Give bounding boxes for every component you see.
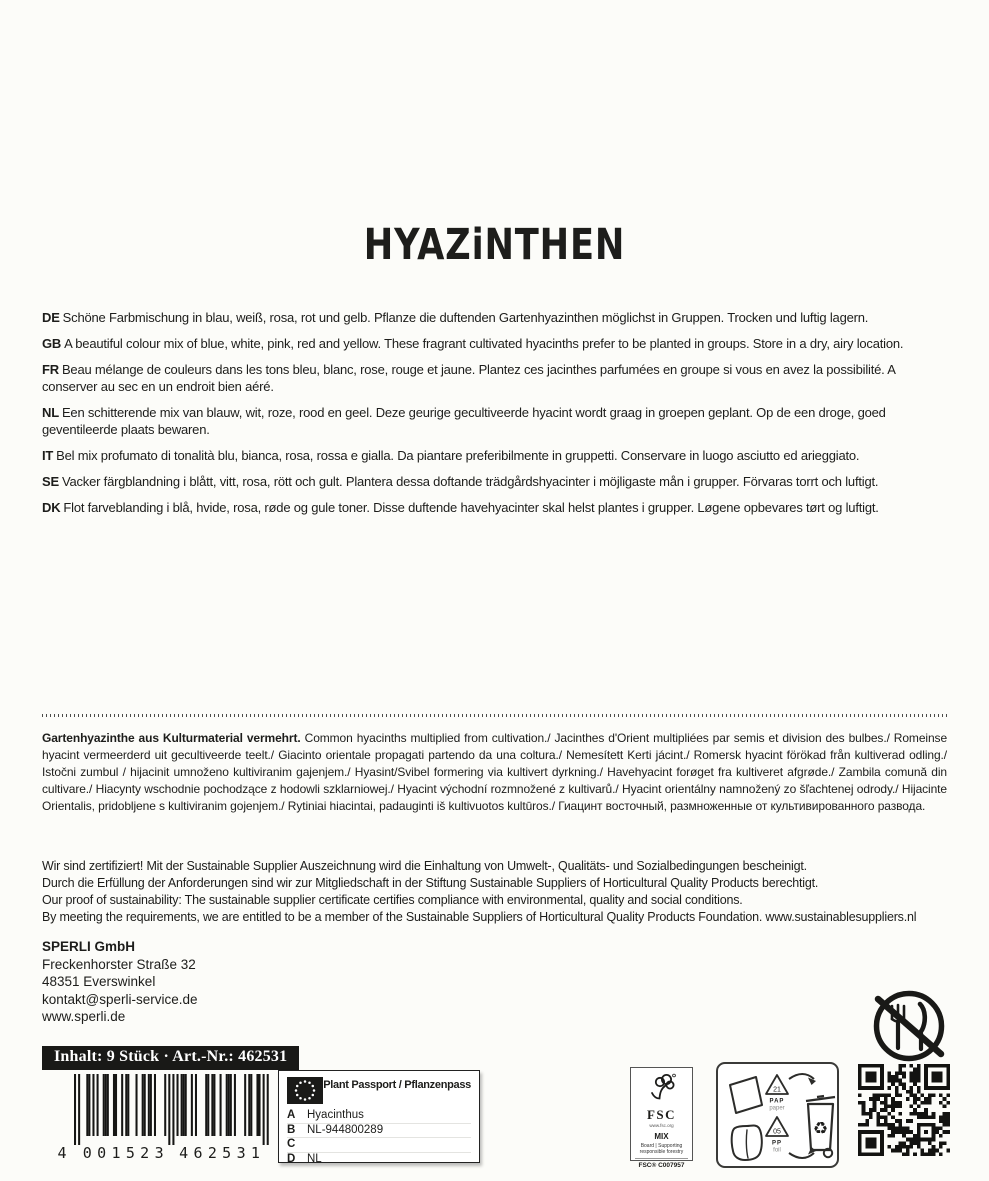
description-text-dk: Flot farveblanding i blå, hvide, rosa, røde og gule toner. Disse duftende havehyacinter skal helst plantes i grupper. Løgene opbevares tørt og luftigt.: [63, 500, 879, 515]
recycling-instructions-box: [716, 1062, 839, 1168]
perforation-line: [42, 714, 947, 717]
company-website: www.sperli.de: [42, 1009, 126, 1024]
prohibition-slash: [878, 999, 941, 1054]
svg-text:3: 3: [236, 1144, 246, 1162]
bin-recycle-symbol: ♻: [812, 1119, 829, 1138]
language-code-dk: DK: [42, 500, 61, 515]
fsc-license-code: FSC® C007957: [635, 1158, 688, 1169]
plant-passport-header: [287, 1077, 471, 1104]
content-artnr-bar: Inhalt: 9 Stück · Art.-Nr.: 462531: [42, 1046, 299, 1070]
description-nl: [42, 404, 947, 438]
fsc-acronym: FSC: [646, 1107, 677, 1122]
passport-row-a: [287, 1109, 471, 1123]
propagation-intro: Gartenhyazinthe aus Kulturmaterial vermehrt.: [42, 731, 301, 745]
svg-text:2: 2: [207, 1144, 217, 1162]
description-list: [42, 309, 947, 525]
plant-passport-box: [278, 1070, 480, 1163]
fsc-tagline: Board | Supporting responsible forestry: [639, 1143, 684, 1155]
passport-key: D: [287, 1152, 296, 1165]
paper-sheet-icon: [730, 1077, 762, 1113]
fsc-tree-icon: [647, 1072, 677, 1102]
passport-row-b: [287, 1123, 471, 1138]
svg-text:2: 2: [140, 1144, 150, 1162]
propagation-text: Common hyacinths multiplied from cultivation./ Jacinthes d'Orient multipliées par semis et division des bulbes./ Romeinse hyacint vermeerderd uit gecultiveerde teelt./ Giacinto orientale propagati partendo da una coltura./ Nemesített Kerti jácint./ Romersk hyacint förökad från kultiverad odling./ Istočni zumbul / hijacinit umnoženo kultiviranim gajenjem./ Hyasint/Svibel formering via kultivert dyrkning./ Havehyacint forøget fra kultiveret afgrøde./ Zambila comună din cultivare./ Hiacynty wschodnie pochodzące z hodowli szklarniowej./ Hyacint východní rozmnožené z kultivarů./ Hyacint orientálny namnožený zo šľachtenej odrody./ Hijacinte Orientalis, pridobljene s kultiviranim gojenjem./ Rytiniai hiacintai, padauginti iš kultivuotos kultūros./ Гиацинт восточный, размноженные от культивированного развода.: [42, 731, 948, 813]
foil-material-label: foil: [773, 1147, 781, 1154]
svg-text:6: 6: [193, 1144, 203, 1162]
passport-value: NL: [307, 1152, 322, 1165]
passport-row-d: [287, 1152, 471, 1167]
foil-material-code: PP: [771, 1140, 783, 1147]
passport-key: B: [287, 1123, 296, 1136]
plant-passport-title: Plant Passport / Pflanzenpass: [323, 1079, 471, 1091]
svg-text:4: 4: [179, 1144, 189, 1162]
fsc-label-type: MIX: [654, 1132, 669, 1141]
svg-text:1: 1: [250, 1144, 260, 1162]
propagation-note: [42, 730, 947, 815]
language-code-fr: FR: [42, 362, 59, 377]
description-se: [42, 473, 947, 490]
language-code-se: SE: [42, 474, 59, 489]
address-line: Freckenhorster Straße 32: [42, 956, 196, 972]
arrow-top-icon: [789, 1074, 816, 1085]
language-code-nl: NL: [42, 405, 59, 420]
sustainability-line: Our proof of sustainability: The sustainable supplier certificate certifies compliance with environmental, quality and social conditions.: [42, 893, 743, 907]
description-text-it: Bel mix profumato di tonalità blu, bianca, rosa, rossa e gialla. Da piantare preferibilmente in gruppetti. Conservare in luogo asciutto ed arieggiato.: [56, 448, 860, 463]
paper-resin-code: 21: [773, 1086, 781, 1094]
fsc-website: www.fsc.org: [649, 1123, 674, 1128]
passport-row-c: [287, 1137, 471, 1152]
svg-text:5: 5: [125, 1144, 135, 1162]
svg-text:4: 4: [57, 1144, 67, 1162]
company-email: kontakt@sperli-service.de: [42, 991, 198, 1007]
svg-text:0: 0: [82, 1144, 92, 1162]
description-gb: [42, 335, 947, 352]
eu-flag-icon: [287, 1077, 323, 1104]
passport-value: Hyacinthus: [307, 1109, 364, 1121]
description-text-fr: Beau mélange de couleurs dans les tons bleu, blanc, rose, rouge et jaune. Plantez ces jacinthes parfumées en groupe si vous en avez la possibilité. A conserver au sec en un endroit bien aéré.: [42, 362, 896, 394]
qr-code: [858, 1064, 950, 1156]
description-de: [42, 309, 947, 326]
plant-passport-rows: [287, 1109, 471, 1166]
language-code-de: DE: [42, 310, 60, 325]
foil-resin-code: 05: [773, 1128, 781, 1136]
sustainability-line: Wir sind zertifiziert! Mit der Sustainable Supplier Auszeichnung wird die Einhaltung von Umwelt-, Qualitäts- und Sozialbedingungen bescheinigt.: [42, 859, 807, 873]
passport-key: A: [287, 1109, 296, 1121]
product-title: HYAZiNTHEN: [363, 220, 626, 270]
sustainability-line: By meeting the requirements, we are entitled to be a member of the Sustainable Suppliers of Horticultural Quality Products Foundation. www.sustainablesuppliers.nl: [42, 910, 917, 924]
company-name: SPERLI GmbH: [42, 939, 136, 954]
fsc-certification-label: [630, 1067, 693, 1169]
language-code-it: IT: [42, 448, 54, 463]
description-fr: [42, 361, 947, 395]
paper-material-label: paper: [769, 1105, 785, 1112]
svg-text:0: 0: [97, 1144, 107, 1162]
svg-text:1: 1: [111, 1144, 121, 1162]
svg-text:5: 5: [222, 1144, 232, 1162]
sustainability-note: [42, 858, 947, 926]
description-text-de: Schöne Farbmischung in blau, weiß, rosa, rot und gelb. Pflanze die duftenden Gartenhyazinthen möglichst in Gruppen. Trocken und luftig lagern.: [62, 310, 869, 325]
company-address: [42, 938, 198, 1026]
recycling-icons: [718, 1064, 837, 1166]
description-text-se: Vacker färgblandning i blått, vitt, rosa, rött och gult. Plantera dessa doftande trädgårdshyacinter i möjligaste mån i grupper. Förvaras torrt och luftigt.: [61, 474, 879, 489]
description-dk: [42, 499, 947, 516]
passport-value: NL-944800289: [307, 1123, 384, 1136]
language-code-gb: GB: [42, 336, 62, 351]
address-line: 48351 Everswinkel: [42, 974, 156, 989]
svg-text:3: 3: [154, 1144, 164, 1162]
description-text-gb: A beautiful colour mix of blue, white, pink, red and yellow. These fragrant cultivated hyacinths prefer to be planted in groups. Store in a dry, airy location.: [64, 336, 904, 351]
sustainability-line: Durch die Erfüllung der Anforderungen sind wir zur Mitgliedschaft in der Stiftung Sustainable Suppliers of Horticultural Quality Products berechtigt.: [42, 876, 819, 890]
description-text-nl: Een schitterende mix van blauw, wit, roze, rood en geel. Deze geurige gecultiveerde hyacint wordt graag in groepen geplant. Op de een droge, goed geventileerde plaats bewaren.: [42, 405, 886, 437]
not-for-consumption-icon: [864, 986, 952, 1068]
paper-material-code: PAP: [769, 1098, 785, 1105]
description-it: [42, 447, 947, 464]
passport-key: C: [287, 1138, 296, 1150]
ean13-barcode: [44, 1074, 294, 1162]
